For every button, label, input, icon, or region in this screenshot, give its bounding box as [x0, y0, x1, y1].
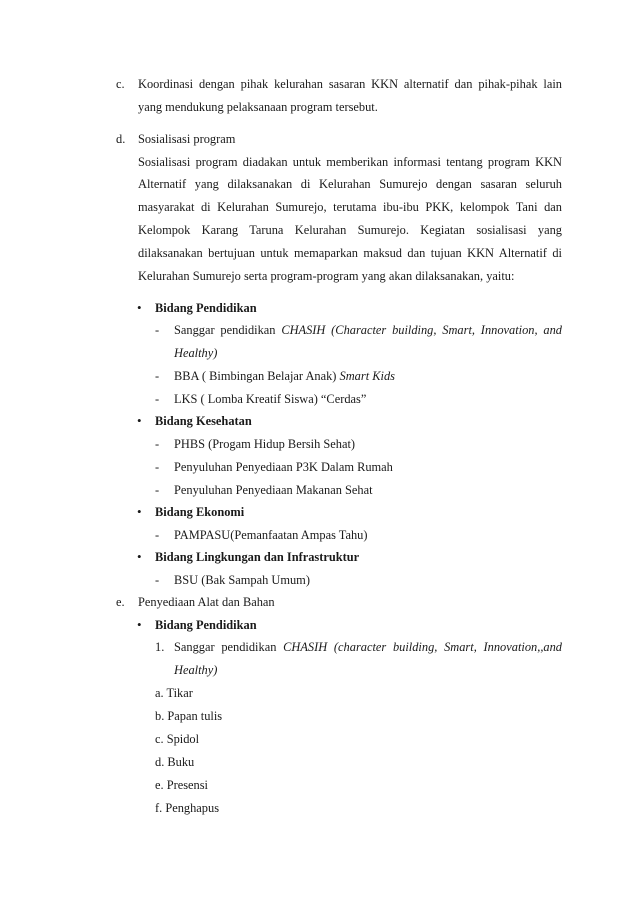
kesehatan-item-3: Penyuluhan Penyediaan Makanan Sehat — [174, 483, 373, 497]
item-d-marker: d. — [116, 132, 126, 146]
kesehatan-item-1: PHBS (Progam Hidup Bersih Sehat) — [174, 437, 356, 451]
e-sub-item: c. Spidol — [155, 732, 200, 746]
e-bidang-pendidikan-title: Bidang Pendidikan — [155, 618, 257, 632]
dash-icon: - — [155, 483, 160, 497]
ekonomi-item-1: PAMPASU(Pemanfaatan Ampas Tahu) — [174, 528, 368, 542]
item-d-heading: Sosialisasi program — [138, 132, 236, 146]
item-e-heading: Penyediaan Alat dan Bahan — [138, 595, 275, 609]
item-d-para-line-2: Alternatif yang dilaksanakan di Kelurahan Sumurejo dengan sasaran seluruh — [138, 177, 562, 191]
e-sub-item: a. Tikar — [155, 686, 193, 700]
bullet-icon: • — [137, 300, 142, 315]
e-sub-item: b. Papan tulis — [155, 709, 223, 723]
item-d-para-line-1: Sosialisasi program diadakan untuk memberikan informasi tentang program KKN — [138, 155, 562, 169]
bullet-icon: • — [137, 549, 142, 564]
bullet-icon: • — [137, 413, 142, 428]
pendidikan-item-2: BBA ( Bimbingan Belajar Anak) Smart Kids — [174, 369, 395, 383]
pendidikan-item-3: LKS ( Lomba Kreatif Siswa) “Cerdas” — [174, 392, 367, 406]
e-item-1-cont: Healthy) — [174, 663, 218, 677]
dash-icon: - — [155, 323, 160, 337]
bullet-icon: • — [137, 504, 142, 519]
item-c-line-1: Koordinasi dengan pihak kelurahan sasaran KKN alternatif dan pihak-pihak lain — [138, 77, 562, 91]
bidang-ekonomi-title: Bidang Ekonomi — [155, 505, 245, 519]
dash-icon: - — [155, 460, 160, 474]
item-d-para-line-6: Kelurahan Sumurejo serta program-program yang akan dilaksanakan, yaitu: — [138, 269, 515, 283]
item-c-line-2: yang mendukung pelaksanaan program tersebut. — [138, 100, 378, 114]
e-sub-item: f. Penghapus — [155, 801, 220, 815]
bidang-pendidikan-title: Bidang Pendidikan — [155, 301, 257, 315]
e-item-number: 1. — [155, 640, 165, 654]
item-d-para-line-4: Kelompok Karang Taruna Kelurahan Sumurejo. Kegiatan sosialisasi yang — [138, 223, 562, 237]
item-d-para-line-3: masyarakat di Kelurahan Sumurejo, terutama ibu-ibu PKK, kelompok Tani dan — [138, 200, 562, 214]
dash-icon: - — [155, 392, 160, 406]
dash-icon: - — [155, 369, 160, 383]
e-item-1: Sanggar pendidikan CHASIH (character building, Smart, Innovation,,and — [174, 640, 562, 654]
lingkungan-item-1: BSU (Bak Sampah Umum) — [174, 573, 310, 587]
pendidikan-item-1: Sanggar pendidikan CHASIH (Character building, Smart, Innovation, and — [174, 323, 562, 337]
bullet-icon: • — [137, 617, 142, 632]
item-c-marker: c. — [116, 77, 125, 91]
e-sub-item: d. Buku — [155, 755, 195, 769]
e-sub-item: e. Presensi — [155, 778, 208, 792]
item-d-para-line-5: dilaksanakan bertujuan untuk memaparkan maksud dan tujuan KKN Alternatif di — [138, 246, 562, 260]
dash-icon: - — [155, 437, 160, 451]
bidang-kesehatan-title: Bidang Kesehatan — [155, 414, 252, 428]
item-e-marker: e. — [116, 595, 125, 609]
bidang-lingkungan-title: Bidang Lingkungan dan Infrastruktur — [155, 550, 360, 564]
kesehatan-item-2: Penyuluhan Penyediaan P3K Dalam Rumah — [174, 460, 393, 474]
pendidikan-item-1-cont: Healthy) — [174, 346, 218, 360]
dash-icon: - — [155, 528, 160, 542]
dash-icon: - — [155, 573, 160, 587]
